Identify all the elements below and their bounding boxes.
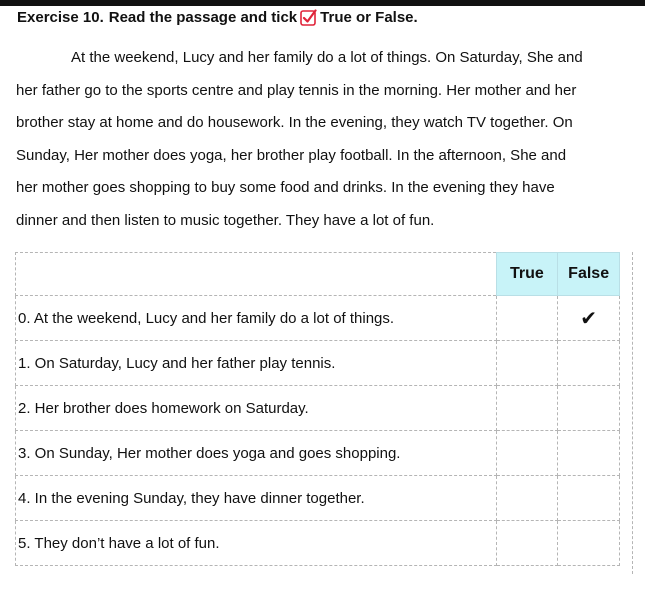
statement: 5. They don’t have a lot of fun.: [16, 521, 497, 566]
instruction-end: True or False.: [320, 9, 418, 26]
passage-line: At the weekend, Lucy and her family do a lot of things. On Saturday, She and: [71, 49, 583, 66]
statement: 4. In the evening Sunday, they have dinner together.: [16, 476, 497, 521]
false-cell[interactable]: [558, 476, 620, 521]
true-header: True: [496, 253, 558, 296]
true-cell[interactable]: [496, 476, 558, 521]
false-header: False: [558, 253, 620, 296]
false-cell[interactable]: [558, 431, 620, 476]
exercise-label: Exercise 10.: [17, 9, 104, 26]
passage-line: Sunday, Her mother does yoga, her brother play football. In the afternoon, She and: [16, 146, 567, 164]
false-cell[interactable]: [558, 521, 620, 566]
true-cell[interactable]: [496, 296, 558, 341]
table-row: [16, 341, 620, 386]
statement: 3. On Sunday, Her mother does yoga and goes shopping.: [16, 431, 497, 476]
checkbox-tick-icon: [300, 9, 317, 26]
passage-line: her mother goes shopping to buy some food and drinks. In the evening they have: [16, 179, 555, 196]
false-cell[interactable]: [558, 386, 620, 431]
statement: 0. At the weekend, Lucy and her family do a lot of things.: [16, 296, 497, 341]
passage-line: dinner and then listen to music together. They have a lot of fun.: [16, 211, 435, 229]
table-row: [16, 476, 620, 521]
table-outer-border: [632, 252, 633, 574]
true-cell[interactable]: [496, 431, 558, 476]
table-header-row: [16, 253, 620, 296]
statement: 2. Her brother does homework on Saturday.: [16, 386, 497, 431]
table-row: [16, 296, 620, 341]
instruction-text: Read the passage and tick: [108, 9, 298, 26]
passage-line: brother stay at home and do housework. In the evening, they watch TV together. On: [16, 114, 573, 131]
top-border: [0, 0, 645, 6]
true-cell[interactable]: [496, 341, 558, 386]
statement-header-cell: [16, 253, 497, 296]
reading-passage: [16, 42, 630, 237]
true-cell[interactable]: [496, 386, 558, 431]
false-cell[interactable]: ✔: [558, 296, 620, 341]
passage-line: her father go to the sports centre and play tennis in the morning. Her mother and her: [16, 81, 577, 99]
table-row: [16, 521, 620, 566]
true-cell[interactable]: [496, 521, 558, 566]
table-row: [16, 386, 620, 431]
false-cell[interactable]: [558, 341, 620, 386]
true-false-table: [15, 252, 620, 566]
table-row: [16, 431, 620, 476]
exercise-title: [17, 9, 418, 26]
statement: 1. On Saturday, Lucy and her father play tennis.: [16, 341, 497, 386]
